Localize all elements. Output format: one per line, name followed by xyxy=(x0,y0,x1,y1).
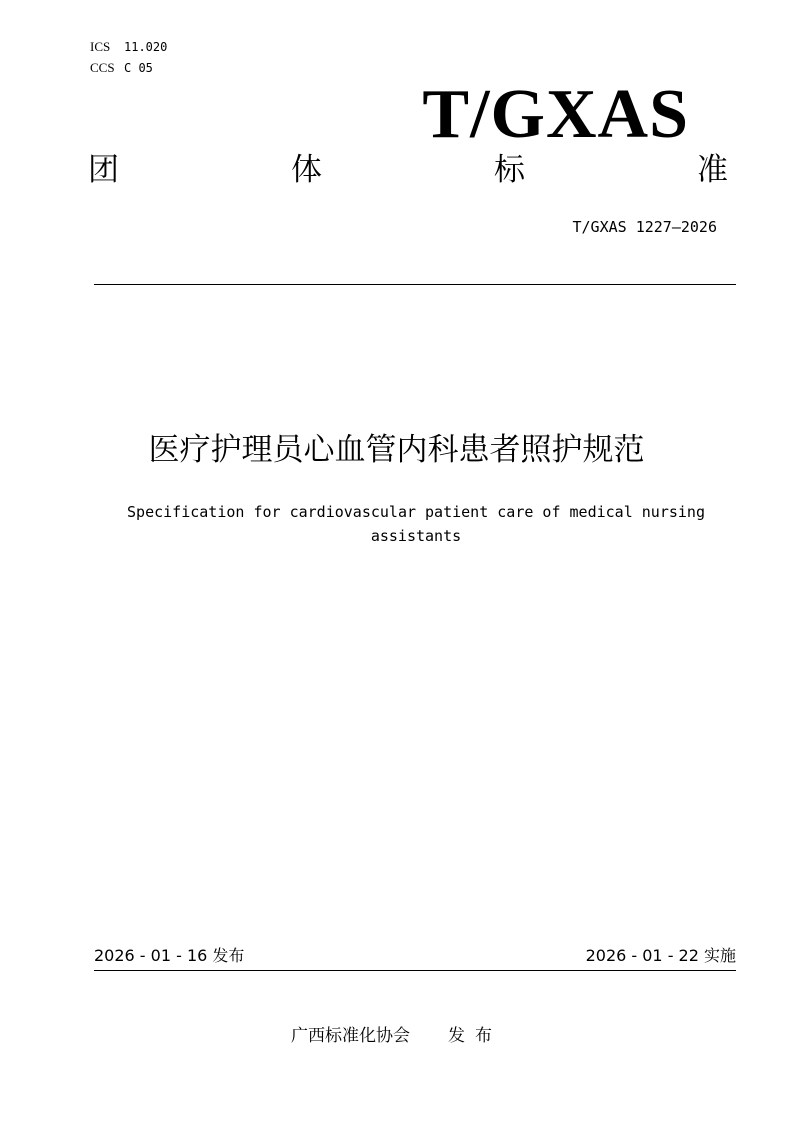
title-chinese: 医疗护理员心血管内科患者照护规范 xyxy=(148,432,645,468)
publisher-org: 广西标准化协会 xyxy=(291,1026,410,1046)
ccs-value: C 05 xyxy=(124,61,153,75)
publisher-action: 发布 xyxy=(448,1026,502,1046)
standard-type-char-2: 体 xyxy=(291,152,322,188)
top-divider xyxy=(94,284,736,285)
document-number: T/GXAS 1227—2026 xyxy=(572,218,717,236)
standard-type-char-4: 准 xyxy=(697,152,728,188)
standard-type-char-3: 标 xyxy=(494,152,525,188)
ccs-label: CCS xyxy=(90,60,115,75)
title-english: Specification for cardiovascular patient care of medical nursing assistants xyxy=(127,503,705,545)
ics-value: 11.020 xyxy=(124,40,168,54)
ccs-code xyxy=(90,61,153,75)
ics-label: ICS xyxy=(90,39,111,54)
implement-date: 2026 - 01 - 22 实施 xyxy=(585,946,736,965)
standard-logo: T/GXAS xyxy=(422,76,689,153)
publisher xyxy=(0,1025,793,1047)
publish-date: 2026 - 01 - 16 发布 xyxy=(94,946,245,965)
bottom-divider xyxy=(94,970,736,971)
ics-code xyxy=(90,40,167,54)
standard-type-char-1: 团 xyxy=(88,152,119,188)
